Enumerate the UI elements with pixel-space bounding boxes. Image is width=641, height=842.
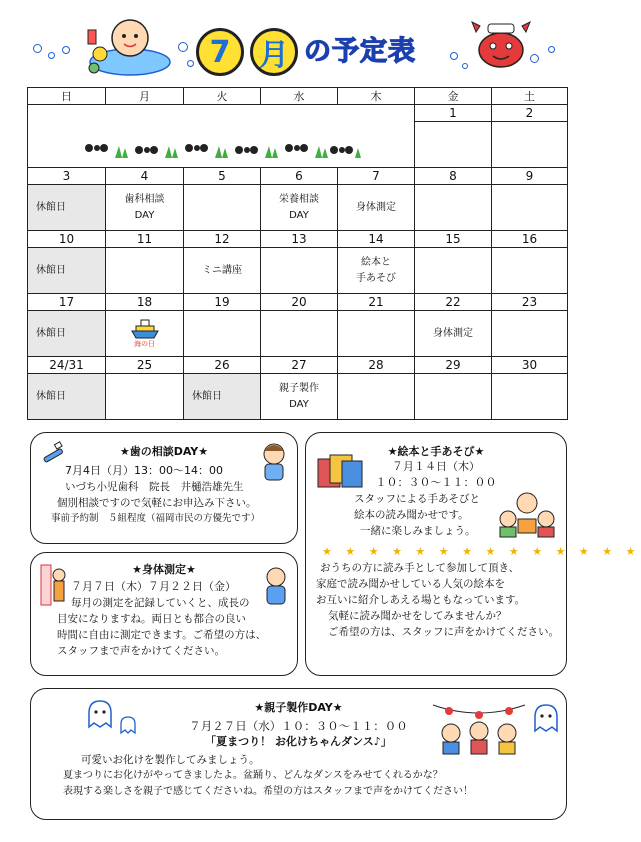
craft-title: ★親子製作DAY★ <box>254 701 343 714</box>
calendar-table <box>27 87 568 420</box>
picturebook-line-1: スタッフによる手あそびと <box>354 493 480 505</box>
date-cell: 7 <box>338 168 415 185</box>
event-cell <box>492 122 568 168</box>
picturebook-box <box>305 432 641 676</box>
date-cell: 11 <box>106 231 184 248</box>
event-mini-lecture: ミニ講座 <box>202 264 242 276</box>
date-cell: 5 <box>184 168 261 185</box>
ghost-icon-left <box>85 699 115 731</box>
event-body-measure-2: 身体測定 <box>433 327 473 339</box>
event-body-measure: 身体測定 <box>356 201 396 213</box>
ants-marching-illustration <box>79 132 364 162</box>
week-2-number-row <box>28 168 568 185</box>
star-divider: ★ ★ ★ ★ ★ ★ ★ ★ ★ ★ ★ ★ ★ ★ <box>322 545 641 558</box>
picturebook-title: ★絵本と手あそび★ <box>387 445 485 458</box>
bubble-decoration <box>33 44 42 53</box>
event-cell <box>261 374 338 420</box>
event-craft-day: 親子製作 DAY <box>279 382 319 410</box>
craft-theme: 「夏まつり！ お化けちゃんダンス♪」 <box>205 735 392 748</box>
date-cell: 13 <box>261 231 338 248</box>
picturebook-detail-2: 家庭で読み聞かせしている人気の絵本を <box>316 578 505 590</box>
baby-in-float-illustration <box>82 12 174 78</box>
date-cell: 26 <box>184 357 261 374</box>
picturebook-detail-5: ご希望の方は、スタッフに声をかけてください。 <box>328 626 559 638</box>
date-cell: 18 <box>106 294 184 311</box>
closed-day-cell: 休館日 <box>28 185 106 231</box>
event-cell <box>492 311 568 357</box>
date-cell: 20 <box>261 294 338 311</box>
event-cell <box>415 248 492 294</box>
week-3-number-row <box>28 231 568 248</box>
body-measure-dates: ７月７日（木）７月２２日（金） <box>71 580 236 593</box>
event-cell <box>338 185 415 231</box>
marine-day-label: 海の日 <box>134 340 155 348</box>
books-illustration <box>316 451 364 491</box>
dental-date: 7月4日（月）13：00～14：00 <box>65 464 223 477</box>
event-cell <box>106 311 184 357</box>
event-nutrition-day: 栄養相談 DAY <box>279 193 319 221</box>
bubble-decoration <box>62 46 70 54</box>
crab-illustration <box>468 14 534 74</box>
event-cell <box>338 311 415 357</box>
week-4-event-row <box>28 311 568 357</box>
bubble-decoration <box>450 52 458 60</box>
date-cell: 1 <box>415 105 492 122</box>
festival-children-illustration <box>429 699 529 755</box>
closed-day-cell: 休館日 <box>184 374 261 420</box>
date-cell: 6 <box>261 168 338 185</box>
event-cell <box>492 185 568 231</box>
header <box>0 0 595 84</box>
event-dental-day: 歯科相談 DAY <box>124 193 165 221</box>
picturebook-time: １０：３０～１１：００ <box>375 476 497 489</box>
event-cell <box>106 374 184 420</box>
date-cell: 23 <box>492 294 568 311</box>
body-measure-line-4: スタッフまで声をかけてください。 <box>57 645 225 657</box>
weekday-wed: 水 <box>261 88 338 105</box>
dental-note: 個別相談ですので気軽にお申込み下さい。 <box>57 497 257 509</box>
bubble-decoration <box>187 60 194 67</box>
weekday-mon: 月 <box>106 88 184 105</box>
date-cell: 29 <box>415 357 492 374</box>
weekday-sun: 日 <box>28 88 106 105</box>
date-cell: 21 <box>338 294 415 311</box>
body-measurement-box <box>30 552 298 676</box>
bubble-decoration <box>48 52 55 59</box>
date-cell: 15 <box>415 231 492 248</box>
date-cell: 8 <box>415 168 492 185</box>
event-cell <box>184 311 261 357</box>
event-cell <box>415 122 492 168</box>
bubble-decoration <box>178 42 188 52</box>
event-cell <box>184 248 261 294</box>
event-cell <box>415 185 492 231</box>
event-cell <box>415 311 492 357</box>
craft-line-1: 可愛いお化けを製作してみましょう。 <box>81 754 260 766</box>
date-cell: 9 <box>492 168 568 185</box>
body-measure-title: ★身体測定★ <box>132 563 196 576</box>
weekday-header-row <box>28 88 568 105</box>
child-brushing-illustration <box>257 441 291 485</box>
date-cell: 2 <box>492 105 568 122</box>
date-cell: 25 <box>106 357 184 374</box>
week-5-number-row <box>28 357 568 374</box>
date-cell: 14 <box>338 231 415 248</box>
date-cell: 24/31 <box>28 357 106 374</box>
weekday-tue: 火 <box>184 88 261 105</box>
month-kanji-badge: 月 <box>250 28 298 76</box>
week-3-event-row <box>28 248 568 294</box>
date-cell: 16 <box>492 231 568 248</box>
toothbrush-icon <box>41 439 65 463</box>
ants-decoration-cell <box>28 105 415 168</box>
craft-line-3: 表現する楽しさを親子で感じてくださいね。希望の方はスタッフまで声をかけてください！ <box>63 786 473 797</box>
event-cell <box>106 185 184 231</box>
growth-chart-illustration <box>39 561 67 607</box>
closed-day-cell: 休館日 <box>28 248 106 294</box>
picturebook-detail-1: おうちの方に読み手として参加して頂き、 <box>320 562 520 574</box>
body-measure-line-2: 目安になりますね。両日とも都合の良い <box>57 613 246 625</box>
dental-title: ★歯の相談DAY★ <box>119 445 209 458</box>
event-picturebook: 絵本と 手あそび <box>356 256 396 284</box>
ghost-icon-small <box>119 715 137 735</box>
date-cell: 19 <box>184 294 261 311</box>
ghost-icon-right <box>531 703 561 735</box>
week-1-number-row <box>28 105 568 122</box>
date-cell: 28 <box>338 357 415 374</box>
date-cell: 10 <box>28 231 106 248</box>
dental-reservation: 事前予約制 ５組程度（福岡市民の方優先です） <box>51 513 261 524</box>
craft-line-2: 夏まつりにお化けがやってきましたよ。盆踊り、どんなダンスをみせてくれるかな？ <box>63 770 443 781</box>
date-cell: 4 <box>106 168 184 185</box>
date-cell: 3 <box>28 168 106 185</box>
picturebook-detail-4: 気軽に読み聞かせをしてみませんか？ <box>328 610 507 622</box>
date-cell: 27 <box>261 357 338 374</box>
picturebook-line-2: 絵本の読み聞かせです。 <box>354 509 469 521</box>
week-5-event-row <box>28 374 568 420</box>
weekday-fri: 金 <box>415 88 492 105</box>
picturebook-detail-3: お互いに紹介しあえる場ともなっています。 <box>316 594 526 606</box>
picturebook-date: ７月１４日（木） <box>392 460 480 473</box>
event-cell <box>106 248 184 294</box>
date-cell: 17 <box>28 294 106 311</box>
event-cell <box>261 248 338 294</box>
dental-consultation-box <box>30 432 298 544</box>
weekday-thu: 木 <box>338 88 415 105</box>
bubble-decoration <box>548 46 555 53</box>
weekday-sat: 土 <box>492 88 568 105</box>
page-title <box>196 20 416 76</box>
date-cell: 30 <box>492 357 568 374</box>
week-4-number-row <box>28 294 568 311</box>
event-cell <box>184 185 261 231</box>
child-measuring-illustration <box>261 565 291 611</box>
month-number-badge: 7 <box>196 28 244 76</box>
event-cell <box>338 248 415 294</box>
event-cell <box>338 374 415 420</box>
children-reading-illustration <box>496 489 558 539</box>
boat-icon <box>130 318 160 340</box>
event-cell <box>261 185 338 231</box>
picturebook-line-3: 一緒に楽しみましょう。 <box>360 525 476 537</box>
craft-datetime: ７月２７日（水）１０：３０～１１：００ <box>189 719 408 733</box>
body-measure-line-3: 時間に自由に測定できます。ご希望の方は、 <box>57 629 267 641</box>
date-cell: 12 <box>184 231 261 248</box>
dental-doctor: いづち小児歯科 院長 井樋浩雄先生 <box>65 481 244 493</box>
title-text: の予定表 <box>304 36 416 67</box>
event-cell <box>492 374 568 420</box>
event-cell <box>261 311 338 357</box>
closed-day-cell: 休館日 <box>28 311 106 357</box>
body-measure-line-1: 毎月の測定を記録していくと、成長の <box>71 597 250 609</box>
event-cell <box>492 248 568 294</box>
craft-day-box <box>30 688 567 820</box>
event-cell <box>415 374 492 420</box>
week-2-event-row <box>28 185 568 231</box>
date-cell: 22 <box>415 294 492 311</box>
closed-day-cell: 休館日 <box>28 374 106 420</box>
